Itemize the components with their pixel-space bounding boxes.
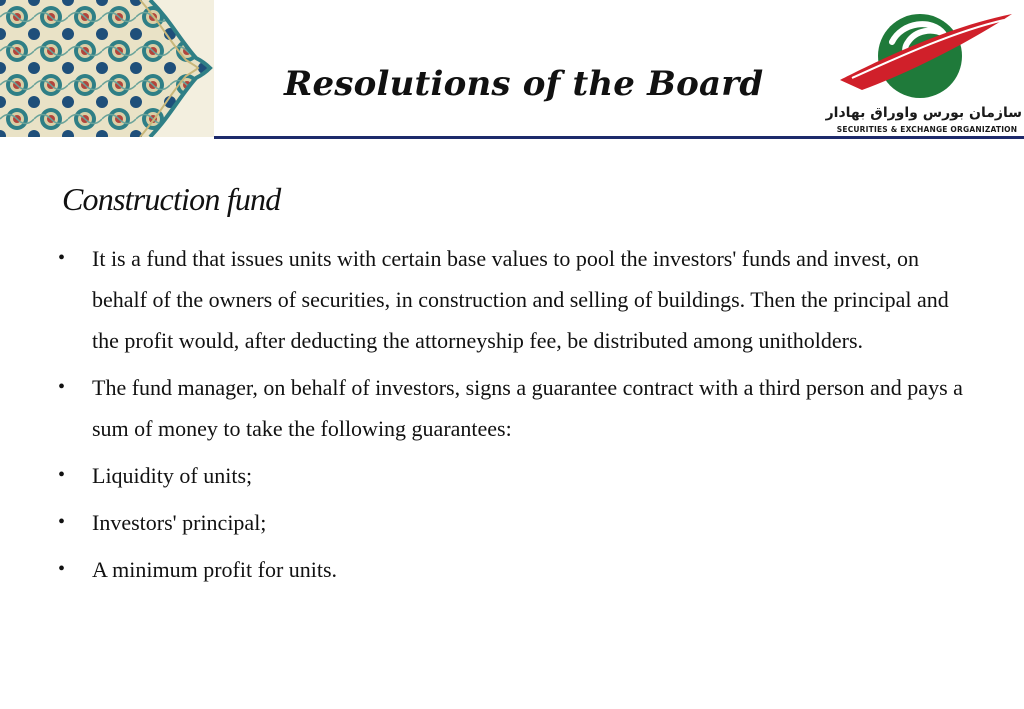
bullet-text: Investors' principal; — [92, 510, 267, 535]
section-heading: Construction fund — [62, 181, 281, 217]
bullet-icon: • — [58, 376, 66, 398]
bullet-text: Liquidity of units; — [92, 463, 253, 488]
bullet-icon: • — [58, 247, 66, 269]
bullet-item — [56, 238, 976, 361]
slide-title: Resolutions of the Board — [284, 64, 764, 104]
bullet-item — [56, 367, 976, 449]
logo-english-name: SECURITIES & EXCHANGE ORGANIZATION — [836, 125, 1018, 134]
bullet-icon: • — [58, 558, 66, 580]
bullet-list — [56, 238, 976, 596]
bullet-item — [56, 549, 976, 590]
organization-logo — [825, 4, 1022, 136]
bullet-text: It is a fund that issues units with certain base values to pool the investors' funds and invest, on behalf of the owners of securities, in construction and selling of buildings. Then the principal and the profit would, after deducting the attorneyship fee, be distributed among unitholders. — [92, 246, 949, 353]
bullet-text: A minimum profit for units. — [92, 557, 338, 582]
bullet-item — [56, 502, 976, 543]
bullet-icon: • — [58, 511, 66, 533]
slide-header — [0, 0, 1024, 140]
logo-persian-name: سازمان بورس واوراق بهادار — [825, 105, 1022, 121]
ornament-corner-image — [0, 0, 214, 137]
bullet-item — [56, 455, 976, 496]
bullet-icon: • — [58, 464, 66, 486]
bullet-text: The fund manager, on behalf of investors, signs a guarantee contract with a third person and pays a sum of money to take the following guarantees: — [92, 375, 963, 441]
header-divider — [214, 136, 1024, 139]
